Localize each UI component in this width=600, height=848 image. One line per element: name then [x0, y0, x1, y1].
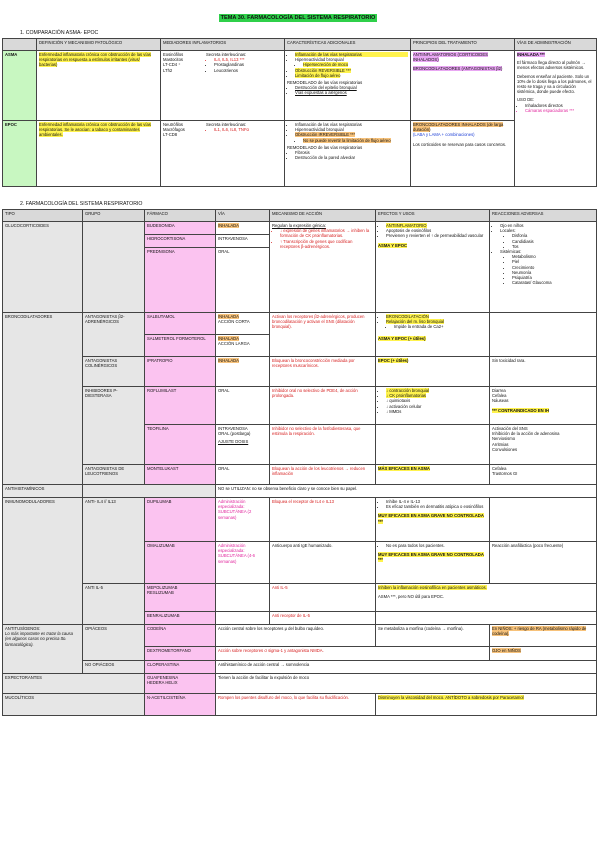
- drug-roflumilast: ROFLUMILAST: [145, 387, 216, 425]
- colinergicos-mechanism: Bloquean la broncoconstricción mediada por receptores muscarínicos.: [270, 357, 376, 387]
- group-opiaceos: OPIÁCEOS: [83, 625, 145, 661]
- route-dupilumab: Administración especializada: SUBCUTÁNEA (2 semanas): [216, 498, 270, 542]
- asma-mediators: Eosinófilos Mastocitos LT-CD4 ⁺ LTh2 Secreta interleucinas: • IL4, IL5, IL13 *** • Prostaglandinas • Leucotrienos: [161, 51, 285, 121]
- page-title: TEMA 30. FARMACOLOGÍA DEL SISTEMA RESPIRATORIO: [220, 15, 376, 21]
- drug-montelukast: MONTELUKAST: [145, 465, 216, 485]
- group-no-opiaceos: NO OPIÁCEOS: [83, 661, 145, 674]
- type-inmunomoduladores: INMUNOMODULADORES: [3, 498, 83, 625]
- administration-routes: INHALADA *** El fármaco llega directo al pulmón → menos efectos adversos sistémicos. Debemos enseñar al paciente. Solo un 10% de lo dosis llega a los pulmones, el resto se traga y va a circulación sistémica, donde puede efecto. USO DE: • Inhaladores directos • Cámaras espaciadoras ***: [515, 51, 597, 187]
- t1-header-2: MEDIADORES INFLAMATORIOS: [161, 39, 285, 51]
- codeina-adverse: En NIÑOS: + riesgo de RA (metabolismo rápido de codeína).: [490, 625, 597, 647]
- t2-header-1: GRUPO: [83, 210, 145, 222]
- drug-budesonida: BUDESONIDA: [145, 222, 216, 235]
- asma-definition: Enfermedad inflamatoria crónica con obstrucción de las vías respiratorias en respuesta a estímulos irritantes (virus/ bacterias): [37, 51, 161, 121]
- route-teofilina: INTRAVENOSA ORAL (postlarga) AJUSTE DOSIS: [216, 425, 270, 465]
- type-glucocorticoides: GLUCOCORTICOIDES: [3, 222, 83, 313]
- benralizumab-effects: [376, 612, 597, 625]
- gluco-mechanism: Regulan la expresión génica: • ↓ expresión de genes inflamatorios → inhiben la formación de CK proinflamatorias. • ↑ Transcripción de genes que codifican receptores β-adrenérgicos.: [270, 222, 376, 313]
- mepolizumab-mechanism: Anti IL-5: [270, 584, 376, 612]
- drug-guaifenesina: GUAIFENESINA HEDERA HELIX: [145, 674, 216, 694]
- t2-header-0: TIPO: [3, 210, 83, 222]
- montelukast-mechanism: Bloquean la acción de los leucotrienos → reducen inflamación: [270, 465, 376, 485]
- dextrometorfano-mechanism: Acción sobre receptores σ sigma-1 y antagonista NMDA.: [216, 647, 490, 661]
- group-anti-il5: ANTI IL-5: [83, 584, 145, 625]
- route-salbutamol: INHALADA ACCIÓN CORTA: [216, 313, 270, 335]
- antih-note: NO se UTILIZAN: no se observa beneficio claro y se conoce bien su papel.: [216, 485, 597, 498]
- drug-nac: N-ACETILCISTEÍNA: [145, 694, 216, 716]
- group-beta2: ANTAGONISTAS β2-ADRENÉRGICOS: [83, 313, 145, 357]
- omalizumab-mechanism: Anticuerpo anti IgE humanizado.: [270, 542, 376, 584]
- type-broncodilatadores: BRONCODILATADORES: [3, 313, 83, 485]
- colinergicos-effects: EPOC (+ útiles): [376, 357, 490, 387]
- drug-prednisona: PREDNISONA: [145, 248, 216, 313]
- asma-treatment: ANTIINFLAMATORIOS (CORTICOIDES INHALADOS) BRONCODILATADORES (ANTAGONISTAS β2): [411, 51, 515, 121]
- drug-salmeterol: SALMETEROL FORMOTEROL: [145, 335, 216, 357]
- route-intravenosa: INTRAVENOSA: [216, 235, 270, 248]
- beta2-effects: • BRONCODILATACIÓN • Relajación del m. liso bronquial • Impide la entrada de Ca2+ ASMA Y EPOC (+ útiles): [376, 313, 490, 357]
- drug-dupilumab: DUPILUMAB: [145, 498, 216, 542]
- roflumilast-adverse: Diarrea Cefalea Náuseas *** CONTRAINDICADO EN IH: [490, 387, 597, 425]
- roflumilast-mechanism: Inhibidor oral no selectivo de PDE4, de acción prolongada.: [270, 387, 376, 425]
- route-salmeterol: INHALADA ACCIÓN LARGA: [216, 335, 270, 357]
- route-benralizumab: [216, 612, 270, 625]
- codeina-effects: Se metaboliza a morfina (codeína → morfina).: [376, 625, 490, 647]
- t2-header-3: VÍA: [216, 210, 270, 222]
- drug-teofilina: TEOFILINA: [145, 425, 216, 465]
- type-mucoliticos: MUCOLÍTICOS: [3, 694, 145, 716]
- t2-header-6: REACCIONES ADVERSAS: [490, 210, 597, 222]
- epoc-label: EPOC: [3, 121, 37, 187]
- roflumilast-effects: • ↓ contracción bronquial • ↓ CK proinflamatorias • ↓ quimiotaxis • ↓ activación celular • ↓ MMDs: [376, 387, 490, 425]
- mucoliticos-mechanism: Rompen los puentes disulfuro del moco, lo que facilita su fluidificación.: [216, 694, 376, 716]
- t1-header-4: PRINCIPIOS DEL TRATAMIENTO: [411, 39, 515, 51]
- t1-header-3: CARACTERÍSTICAS ADICIONALES: [285, 39, 411, 51]
- montelukast-effects: MÁS EFICACES EN ASMA: [376, 465, 490, 485]
- pharmacology-table: [2, 209, 597, 716]
- dextrometorfano-adverse: OJO en NIÑOS: [490, 647, 597, 661]
- route-ipratropio: INHALADA: [216, 357, 270, 387]
- route-oral: ORAL: [216, 248, 270, 313]
- teofilina-effects: [376, 425, 490, 465]
- montelukast-adverse: Cefalea Trastornos GI: [490, 465, 597, 485]
- group-colinergicos: ANTAGONISTAS COLINÉRGICOS: [83, 357, 145, 387]
- epoc-characteristics: • Inflamación de las vías respiratorias • Hiperreactividad bronquial • Obstrucción IRREVERSIBLE *** • No se puede revertir la limitación de flujo aéreo REMODELADO de las vías respiratorias • Fibrosis • Destrucción de la pared alveolar: [285, 121, 411, 187]
- mucoliticos-effects: Disminuyen la viscosidad del moco. ANTÍDOTO a sobredosis por Paracetamol: [376, 694, 597, 716]
- expectorantes-mechanism: Tienen la acción de facilitar la expulsión de moco: [216, 674, 597, 694]
- section-heading-1: 1. COMPARACIÓN ASMA- EPOC: [20, 30, 99, 36]
- omalizumab-adverse: Reacción anafiláctica (poco frecuente): [490, 542, 597, 584]
- group-empty: [83, 222, 145, 313]
- gluco-adverse: • Ojo en niños • Locales: • Disfonía • Candidiasis • Tos • Sistémicas: • Metabolismo • Piel • Crecimiento • Neumonía • Psiquiatría • Cataratas/ Glaucoma: [490, 222, 597, 313]
- teofilina-adverse: Activación del SNS Inhibición de la acción de adenosina Nerviosismo Arritmias Convulsiones: [490, 425, 597, 465]
- route-inhalada: INHALADA: [216, 222, 270, 235]
- route-montelukast: ORAL: [216, 465, 270, 485]
- colinergicos-adverse: Sin toxicidad rara.: [490, 357, 597, 387]
- drug-dextrometorfano: DEXTROMETORFANO: [145, 647, 216, 661]
- route-roflumilast: ORAL: [216, 387, 270, 425]
- t1-header-1: DEFINICIÓN Y MECANISMO PATOLÓGICO: [37, 39, 161, 51]
- gluco-effects: • ANTIINFLAMATORIO • Apoptosis de eosinófilos • Previenen y revierten el ↑ de permeabilidad vascular ASMA Y EPOC: [376, 222, 490, 313]
- drug-omalizumab: OMALIZUMAB: [145, 542, 216, 584]
- teofilina-mechanism: Inhibidor no selectivo de la fosfodiesterasa, que estimula la respiración.: [270, 425, 376, 465]
- group-pde: INHIBIDORES P-DIESTERASA: [83, 387, 145, 465]
- drug-hidrocortisona: HIDROCORTISONA: [145, 235, 216, 248]
- dupilumab-effects: • Inhibe IL-4 e IL-13 • Es eficaz también en dermatitis atópica o eosinófilos MUY EFICACES EN ASMA GRAVE NO CONTROLADA ***: [376, 498, 490, 542]
- t1-header-5: VÍAS DE ADMINISTRACIÓN: [515, 39, 597, 51]
- t2-header-5: EFECTOS Y USOS: [376, 210, 490, 222]
- drug-mepolizumab: MEPOLIZUMAB RESLIZUMAB: [145, 584, 216, 612]
- t2-header-4: MECANISMO DE ACCIÓN: [270, 210, 376, 222]
- dupilumab-adverse: [490, 498, 597, 542]
- group-anti-il4: ANTI- IL4 // IL13: [83, 498, 145, 584]
- comparison-table: [2, 38, 597, 187]
- beta2-adverse: [490, 313, 597, 357]
- omalizumab-effects: • No es para todos los pacientes. MUY EFICACES EN ASMA GRAVE NO CONTROLADA ***: [376, 542, 490, 584]
- t2-header-2: FÁRMACO: [145, 210, 216, 222]
- codeina-mechanism: Acción central sobre los receptores μ del bulbo raquídeo.: [216, 625, 376, 647]
- drug-cloperastina: CLOPERASTINA: [145, 661, 216, 674]
- drug-codeina: CODEÍNA: [145, 625, 216, 647]
- drug-benralizumab: BENRALIZUMAB: [145, 612, 216, 625]
- section-heading-2: 2. FARMACOLOGÍA DEL SISTEMA RESPIRATORIO: [20, 201, 143, 207]
- beta2-mechanism: Activan los receptores β2-adrenérgicos, producen broncodilatación y activan el SNS (dilatación bronquial).: [270, 313, 376, 357]
- asma-characteristics: • Inflamación de las vías respiratorias • Hiperreactividad bronquial • Hipersecreción de moco • Obstrucción REVERSIBLE *** • Limitación de flujo aéreo REMODELADO de las vías respiratorias • Destrucción del epitelio bronquial • Vías expuestas a alérgenos: [285, 51, 411, 121]
- cloperastina-mechanism: Antihistamínico de acción central → somnolencia: [216, 661, 597, 674]
- type-antitusigenos: ANTITUSÍGENOS: Lo más importante es tratar la causa (en algunos casos no precisa tto. farmacológico).: [3, 625, 83, 674]
- benralizumab-mechanism: Anti receptor de IL-5: [270, 612, 376, 625]
- t1-header-0: [3, 39, 37, 51]
- route-omalizumab: Administración especializada: SUBCUTÁNEA (4-6 semanas): [216, 542, 270, 584]
- group-leucotrienos: ANTAGONISTAS DE LEUCOTRIENOS: [83, 465, 145, 485]
- epoc-definition: Enfermedad inflamatoria crónica con obstrucción de las vías respiratorias. Se le asocian: a tabaco y contaminantes ambientales.: [37, 121, 161, 187]
- asma-label: ASMA: [3, 51, 37, 121]
- drug-salbutamol: SALBUTAMOL: [145, 313, 216, 335]
- dupilumab-mechanism: Bloquea el receptor de IL4 e IL13: [270, 498, 376, 542]
- route-mepolizumab: [216, 584, 270, 612]
- type-expectorantes: EXPECTORANTES: [3, 674, 145, 694]
- type-antihistaminicos: ANTIHISTAMÍNICOS: [3, 485, 83, 498]
- epoc-mediators: Neutrófilos Macrófagos LT-CD8 Secreta interleucinas: • IL1, IL6, IL8, TNFα: [161, 121, 285, 187]
- antih-empty: [83, 485, 216, 498]
- drug-ipratropio: IPRATROPIO: [145, 357, 216, 387]
- epoc-treatment: BRONCODILATADORES INHALADOS (de larga duración) (LABA y LAMA + combinaciones) Los corticoides se reservan para casos concretos.: [411, 121, 515, 187]
- antiil5-effects: Inhiben la inflamación eosinofílica en pacientes asmáticos. ASMA ***, pero NO útil para EPOC.: [376, 584, 597, 612]
